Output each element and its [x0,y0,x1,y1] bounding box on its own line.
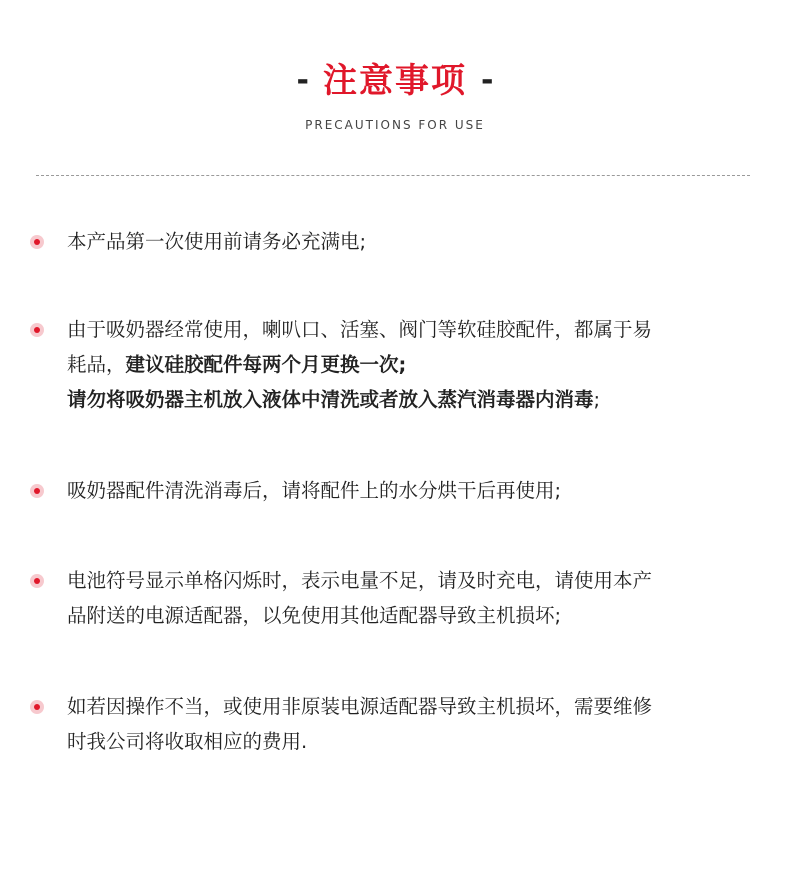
title-dash-left: - [296,63,309,98]
notice-line [67,563,727,598]
notice-line-text: 时我公司将收取相应的费用. [67,730,308,753]
notice-item-3 [30,473,750,508]
bullet-dot-icon [30,574,44,588]
notice-item-5 [30,689,750,759]
notice-line [67,347,727,382]
bullet-dot-icon [30,235,44,249]
page-header [0,58,790,132]
notice-line-text: 如若因操作不当，或使用非原装电源适配器导致主机损坏，需要维修 [67,695,653,718]
notice-line-text: 品附送的电源适配器，以免使用其他适配器导致主机损坏; [67,604,562,627]
notice-line [67,224,727,259]
title-row [0,58,790,104]
notice-text [67,563,727,633]
notice-line-text: 耗品， [67,353,126,376]
notice-text [67,312,727,417]
notice-line-text: 由于吸奶器经常使用，喇叭口、活塞、阀门等软硅胶配件，都属于易 [67,318,653,341]
notice-text [67,473,727,508]
page-subtitle: PRECAUTIONS FOR USE [305,118,485,132]
notice-line-text: 本产品第一次使用前请务必充满电; [67,230,367,253]
notice-text [67,689,727,759]
title-dash-right: - [481,63,494,98]
notice-item-2 [30,312,750,417]
notice-line [67,473,727,508]
notice-line [67,598,727,633]
notice-item-1 [30,224,750,259]
notice-line [67,689,727,724]
notice-text [67,224,727,259]
notice-item-4 [30,563,750,633]
notice-line-emphasis: 请勿将吸奶器主机放入液体中清洗或者放入蒸汽消毒器内消毒 [67,388,594,411]
notice-line-tail: ; [593,388,601,411]
notice-line-text: 吸奶器配件清洗消毒后，请将配件上的水分烘干后再使用; [67,479,562,502]
notice-line [67,382,727,417]
bullet-dot-icon [30,323,44,337]
notice-line-emphasis: 建议硅胶配件每两个月更换一次; [125,353,407,376]
notice-line [67,312,727,347]
dashed-divider [36,175,750,176]
notice-line-text: 电池符号显示单格闪烁时，表示电量不足，请及时充电，请使用本产 [67,569,653,592]
bullet-dot-icon [30,484,44,498]
notice-line [67,724,727,759]
page-title: 注意事项 [323,61,467,101]
bullet-dot-icon [30,700,44,714]
